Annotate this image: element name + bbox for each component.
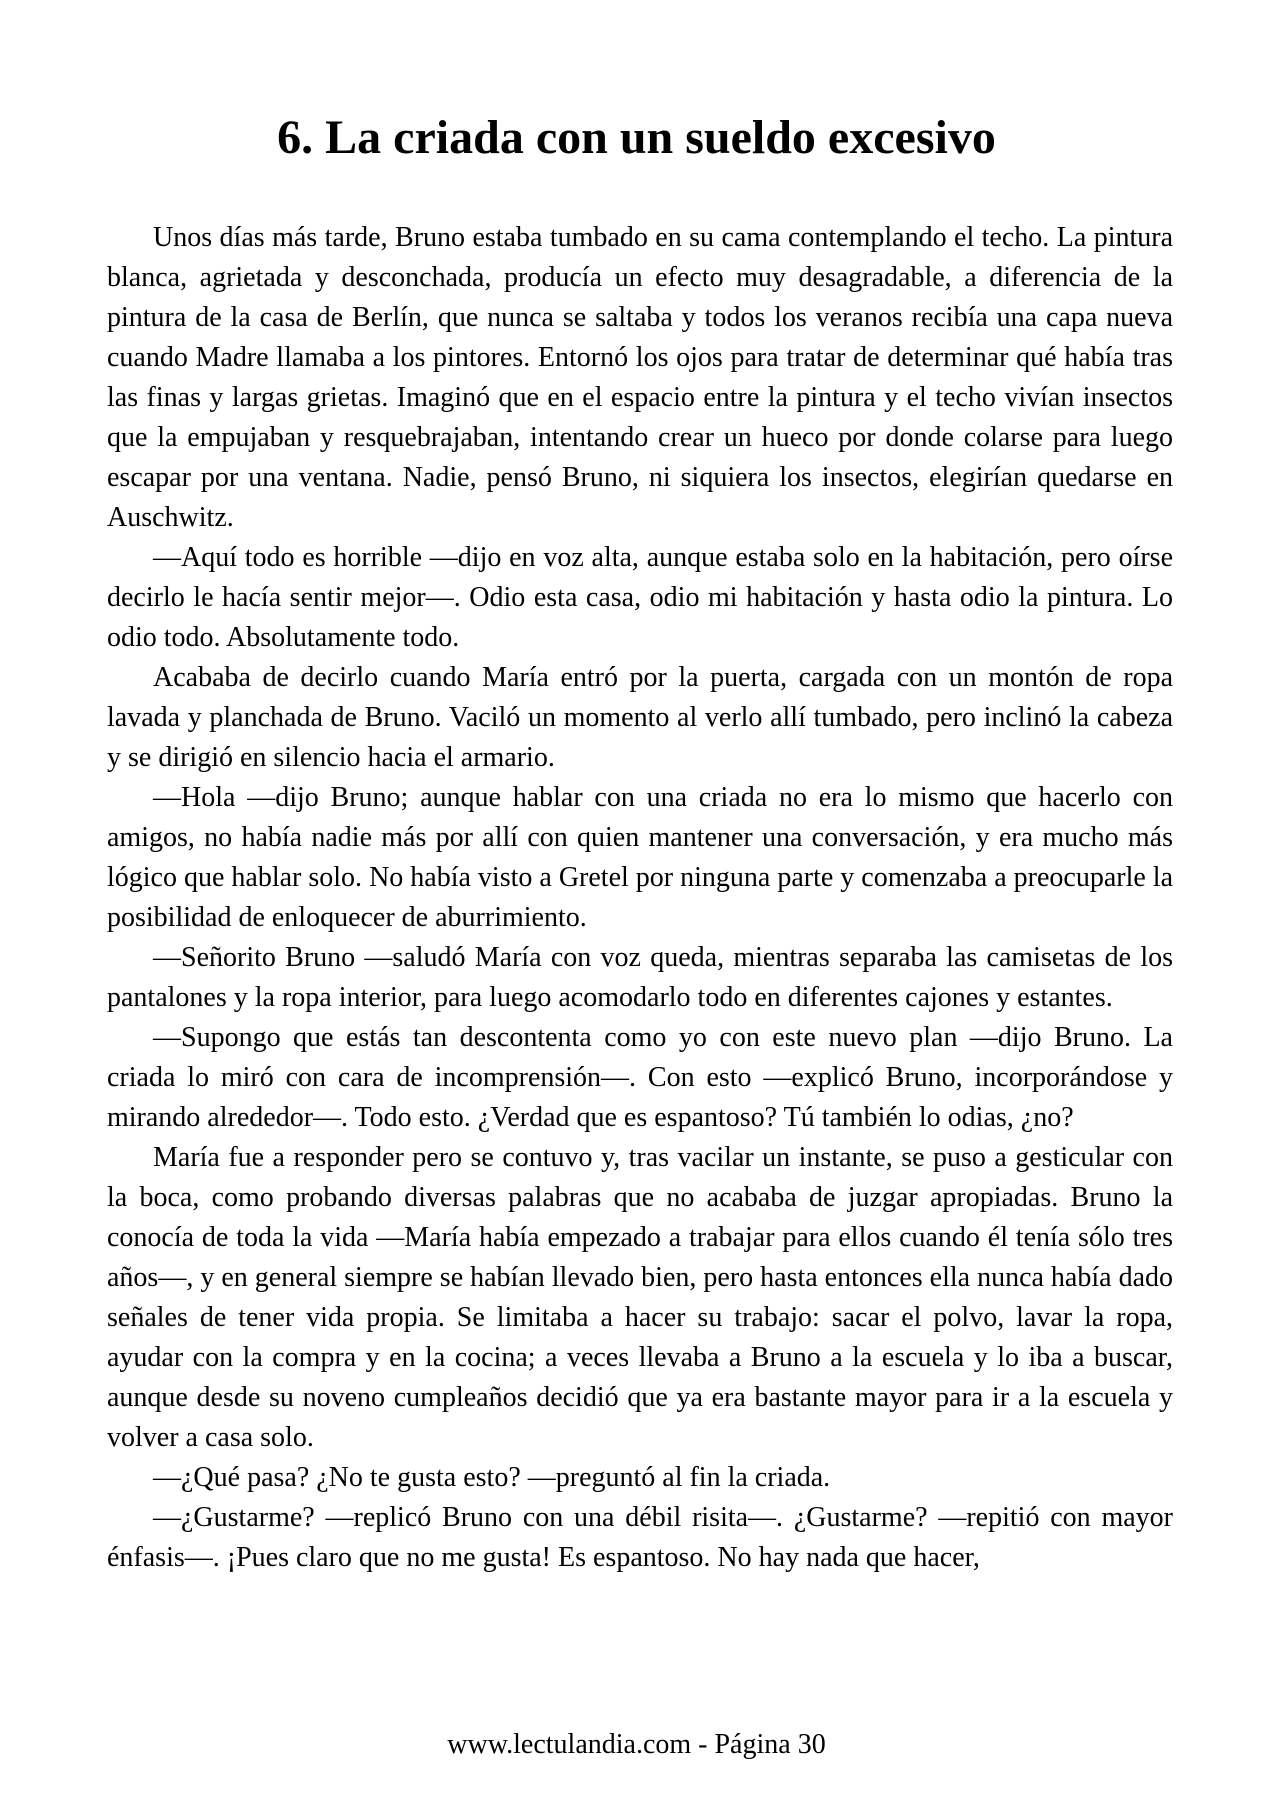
body-text <box>107 218 1173 1578</box>
paragraph: —Aquí todo es horrible —dijo en voz alta, aunque estaba solo en la habitación, pero oírse decirlo le hacía sentir mejor—. Odio esta casa, odio mi habitación y hasta odio la pintura. Lo odio todo. Absolutamente todo. <box>107 542 1173 653</box>
paragraph: —Supongo que estás tan descontenta como yo con este nuevo plan —dijo Bruno. La criada lo miró con cara de incomprensión—. Con esto —explicó Bruno, incorporándose y mirando alrededor—. Todo esto. ¿Verdad que es espantoso? Tú también lo odias, ¿no? <box>107 1022 1173 1133</box>
paragraph: Acababa de decirlo cuando María entró por la puerta, cargada con un montón de ropa lavada y planchada de Bruno. Vaciló un momento al verlo allí tumbado, pero inclinó la cabeza y se dirigió en silencio hacia el armario. <box>107 662 1173 773</box>
paragraph: —¿Gustarme? —replicó Bruno con una débil risita—. ¿Gustarme? —repitió con mayor énfasis—. ¡Pues claro que no me gusta! Es espantoso. No hay nada que hacer, <box>107 1502 1173 1573</box>
page-footer: www.lectulandia.com - Página 30 <box>447 1729 826 1760</box>
paragraph: —¿Qué pasa? ¿No te gusta esto? —preguntó al fin la criada. <box>153 1462 831 1493</box>
paragraph: Unos días más tarde, Bruno estaba tumbado en su cama contemplando el techo. La pintura blanca, agrietada y desconchada, producía un efecto muy desagradable, a diferencia de la pintura de la casa de Berlín, que nunca se saltaba y todos los veranos recibía una capa nueva cuando Madre llamaba a los pintores. Entornó los ojos para tratar de determinar qué había tras las finas y largas grietas. Imaginó que en el espacio entre la pintura y el techo vivían insectos que la empujaban y resquebrajaban, intentando crear un hueco por donde colarse para luego escapar por una ventana. Nadie, pensó Bruno, ni siquiera los insectos, elegirían quedarse en Auschwitz. <box>107 222 1173 533</box>
paragraph: —Hola —dijo Bruno; aunque hablar con una criada no era lo mismo que hacerlo con amigos, no había nadie más por allí con quien mantener una conversación, y era mucho más lógico que hablar solo. No había visto a Gretel por ninguna parte y comenzaba a preocuparle la posibilidad de enloquecer de aburrimiento. <box>107 782 1173 933</box>
paragraph: María fue a responder pero se contuvo y, tras vacilar un instante, se puso a gesticular con la boca, como probando diversas palabras que no acababa de juzgar apropiadas. Bruno la conocía de toda la vida —María había empezado a trabajar para ellos cuando él tenía sólo tres años—, y en general siempre se habían llevado bien, pero hasta entonces ella nunca había dado señales de tener vida propia. Se limitaba a hacer su trabajo: sacar el polvo, lavar la ropa, ayudar con la compra y en la cocina; a veces llevaba a Bruno a la escuela y lo iba a buscar, aunque desde su noveno cumpleaños decidió que ya era bastante mayor para ir a la escuela y volver a casa solo. <box>107 1142 1173 1453</box>
chapter-title: 6. La criada con un sueldo excesivo <box>277 111 996 164</box>
paragraph: —Señorito Bruno —saludó María con voz queda, mientras separaba las camisetas de los pantalones y la ropa interior, para luego acomodarlo todo en diferentes cajones y estantes. <box>107 942 1173 1013</box>
